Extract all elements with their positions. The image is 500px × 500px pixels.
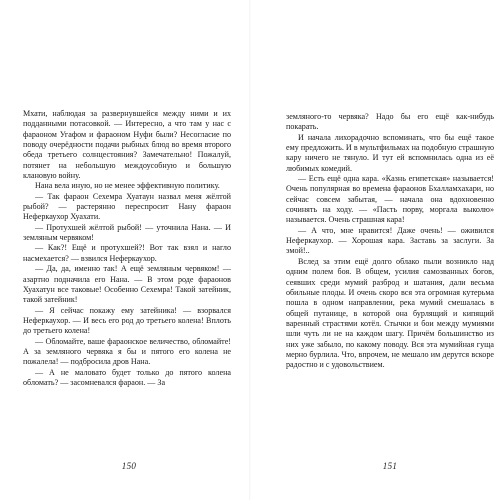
paragraph: — Я сейчас покажу ему затейника! — взорвался Неферкаухор. — И весь его род до третьего колена! Вплоть до третьего колена! bbox=[23, 305, 231, 336]
paragraph: — А что, мне нравится! Даже очень! — оживился Неферкаухор. — Хорошая кара. Заставь за заслуги. За эмой!.. bbox=[286, 225, 494, 256]
paragraph: Нана вела иную, но не менее эффективную политику. bbox=[35, 181, 220, 191]
paragraph: Мхати, наблюдая за развернувшейся между ними и их подданными потасовкой. — Интересно, а что там у нас с фараоном Угафом и фараоном Нуфи были? Несогласие по поводу очерёдности подачи рыбных блюд во время второго обеда третьего солнцестояния? Замечательно! Пожалуй, потянет на небольшую междоусобную и большую клановую войну. bbox=[23, 109, 231, 181]
paragraph: земляного-то червяка? Надо бы его ещё как-нибудь покарать. bbox=[286, 112, 494, 132]
right-page bbox=[250, 0, 500, 500]
left-page-text bbox=[23, 109, 231, 388]
page-number: 150 bbox=[121, 461, 137, 471]
paragraph: — Обломайте, ваше фараонское величество, обломайте! А за земляного червяка я бы и пятого его колена не пожалела! — подбросила дров Нана. bbox=[23, 336, 231, 367]
paragraph: — Да, да, именно так! А ещё земляным червяком! — азартно подначила его Нана. — В этом роде фараонов Хуахатун все таковые! Особенно Сехемра! Такой затейник, такой затейник! bbox=[23, 264, 231, 305]
paragraph: — Так фараон Сехемра Хуатаун назвал меня жёлтой рыбой? — растерянно переспросит Нану фараон Неферкаухор Хуахати. bbox=[23, 191, 231, 222]
paragraph: — А не маловато будет только до пятого колена обломать? — засомневался фараон. — За bbox=[23, 367, 231, 387]
paragraph: — Как?! Ещё и протухшей?! Вот так взял и нагло насмехается? — взвился Неферкаухор. bbox=[23, 243, 231, 263]
paragraph: Вслед за этим ещё долго облако пыли возникло над одним полем боя. В общем, усилия самозванных богов, сеявших среди мумий разброд и шатания, дали весьма обильные плоды. И очень скоро вся эта огромная кутерьма пошла в одном направлении, река мумий смешалась в общей путанице, в которой она бурлящий и кипящий варенный страстями котёл. Стычки и бои между мумиями шли чуть ли не на каждом шагу. Причём большинство из них уже забыло, по какому поводу. Вся эта мумийная гуща мерно бурлила. Что, впрочем, не мешало им дерутся вскоре радостно и с удовольствием. bbox=[286, 256, 494, 370]
page-number: 151 bbox=[382, 461, 398, 471]
paragraph: — Протухшей жёлтой рыбой! — уточнила Нана. — И земляным червяком! bbox=[23, 222, 231, 243]
paragraph: И начала лихорадочно вспоминать, что бы ещё такое ему предложить. И в мультфильмах на подобную страшную кару ничего не тянуло. И тут ей вспомнилась одна из её любимых комедий. bbox=[286, 132, 494, 173]
right-page-text bbox=[286, 112, 494, 371]
paragraph: — Есть ещё одна кара. «Казнь египетская» называется! Очень популярная во времена фараонов Бхалламхахари, но сейчас совсем забытая, — начала она вдохновенно сочинять на ходу. — «Пасть порву, моргала выколю» называется. Очень страшная кара! bbox=[286, 174, 494, 225]
